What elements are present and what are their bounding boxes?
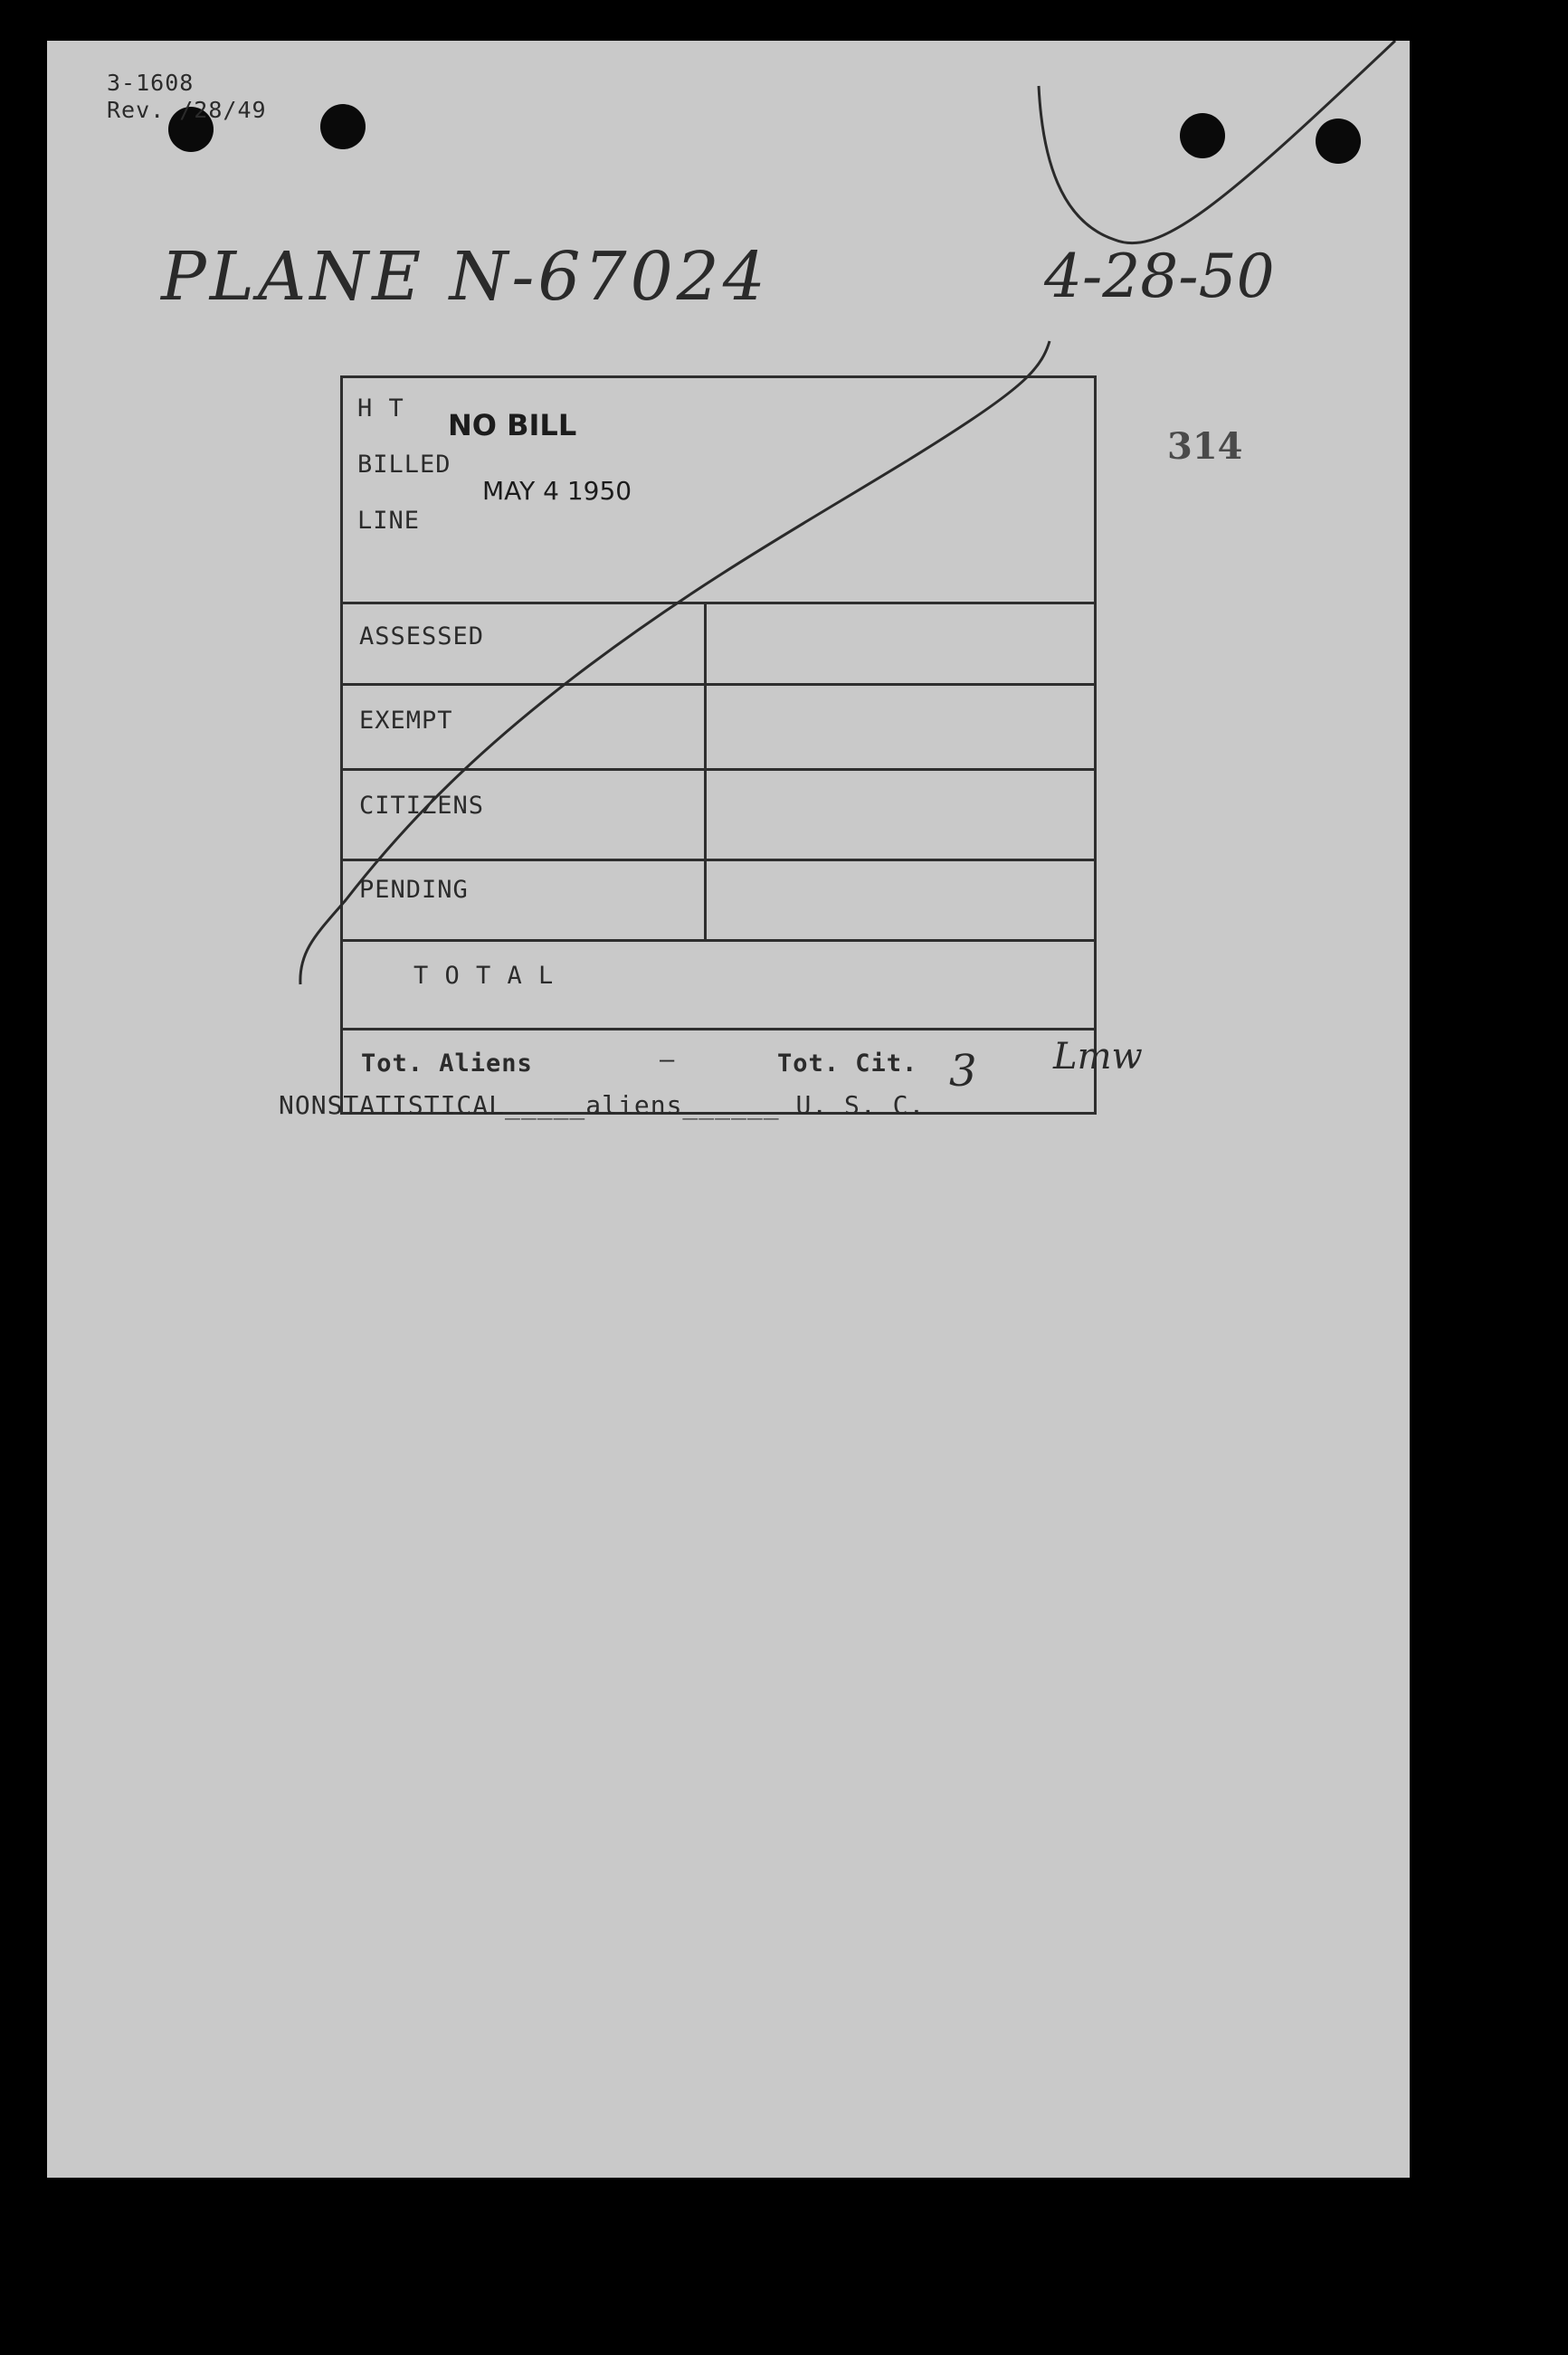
billed-label: BILLED bbox=[357, 451, 451, 479]
tot-aliens-label: Tot. Aliens bbox=[361, 1049, 533, 1078]
handwritten-date: 4-28-50 bbox=[1044, 242, 1275, 311]
assessed-label: ASSESSED bbox=[359, 622, 485, 650]
tot-cit-label: Tot. Cit. bbox=[777, 1049, 918, 1078]
document-page bbox=[47, 41, 1410, 2178]
form-revision: Rev. /28/49 bbox=[107, 97, 267, 123]
plane-number: PLANE N-67024 bbox=[161, 238, 769, 316]
nonstatistical-line: NONSTATISTICAL_____aliens______ U. S. C. bbox=[279, 1090, 926, 1120]
total-label: T O T A L bbox=[413, 962, 555, 990]
handwritten-initials: Lmw bbox=[1053, 1036, 1143, 1078]
citizens-label: CITIZENS bbox=[359, 792, 485, 820]
pending-label: PENDING bbox=[359, 876, 469, 904]
exempt-label: EXEMPT bbox=[359, 707, 453, 735]
tot-aliens-value: — bbox=[660, 1046, 676, 1074]
no-bill-stamp: NO BILL bbox=[448, 408, 577, 442]
tot-cit-value: 3 bbox=[949, 1046, 977, 1097]
line-label: LINE bbox=[357, 507, 421, 535]
ht-label: H T bbox=[357, 394, 404, 423]
form-number: 3-1608 bbox=[107, 70, 195, 96]
billed-date-stamp: MAY 4 1950 bbox=[482, 476, 632, 506]
checkmark-stroke bbox=[1039, 41, 1395, 243]
document-number: 314 bbox=[1167, 425, 1243, 468]
diagonal-cancel-stroke bbox=[300, 341, 1050, 984]
pen-strokes bbox=[47, 41, 1410, 2178]
